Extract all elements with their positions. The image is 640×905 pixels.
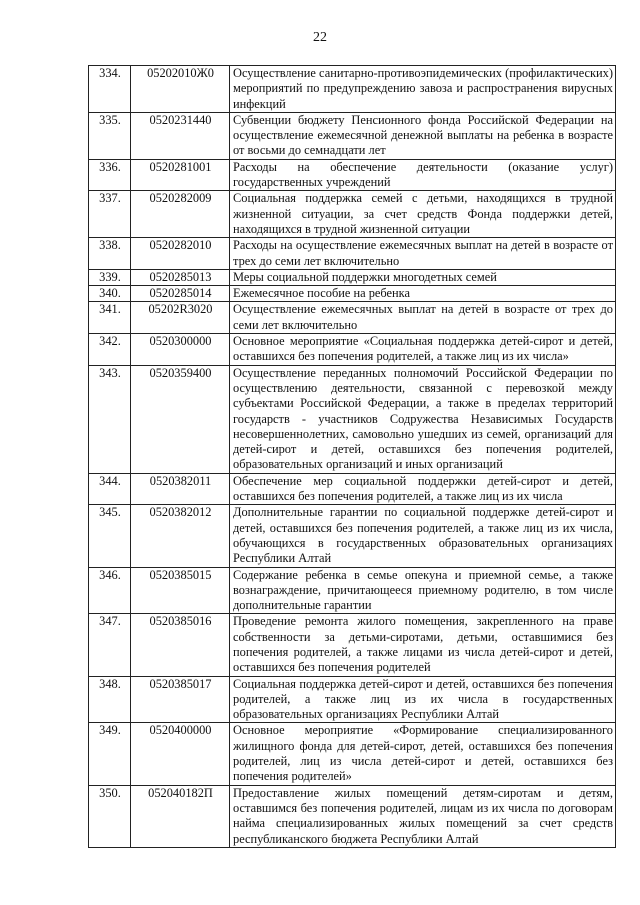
row-number: 350. (89, 785, 131, 847)
row-description: Основное мероприятие «Формирование специализированного жилищного фонда для детей-сирот, детей, оставшихся без попечения родителей, лиц из числа детей-сирот и детей, оставшихся без попечения родителей» (230, 723, 616, 785)
row-number: 344. (89, 473, 131, 505)
row-code: 05202010Ж0 (131, 66, 230, 113)
row-code: 05202R3020 (131, 302, 230, 334)
row-description: Предоставление жилых помещений детям-сиротам и детям, оставшимся без попечения родителей, лицам из их числа по договорам найма специализированных жилых помещений за счет средств республиканского бюджета Республики Алтай (230, 785, 616, 847)
table-row (89, 302, 616, 334)
row-number: 339. (89, 269, 131, 285)
row-description: Ежемесячное пособие на ребенка (230, 286, 616, 302)
row-number: 338. (89, 238, 131, 270)
row-number: 335. (89, 112, 131, 159)
row-code: 0520382012 (131, 505, 230, 567)
row-description: Расходы на обеспечение деятельности (оказание услуг) государственных учреждений (230, 159, 616, 191)
row-description: Расходы на осуществление ежемесячных выплат на детей в возрасте от трех до семи лет включительно (230, 238, 616, 270)
row-code: 0520359400 (131, 365, 230, 473)
table-row (89, 191, 616, 238)
row-number: 347. (89, 614, 131, 676)
row-code: 0520285014 (131, 286, 230, 302)
row-code: 0520281001 (131, 159, 230, 191)
row-code: 0520285013 (131, 269, 230, 285)
table-row (89, 66, 616, 113)
row-number: 349. (89, 723, 131, 785)
table-row (89, 112, 616, 159)
row-number: 342. (89, 334, 131, 366)
row-description: Осуществление санитарно-противоэпидемических (профилактических) мероприятий по предупреждению завоза и распространения вирусных инфекций (230, 66, 616, 113)
table-row (89, 785, 616, 847)
row-description: Осуществление переданных полномочий Российской Федерации по осуществлению деятельности, связанной с перевозкой между субъектами Российской Федерации, а также в пределах территорий государств - участников Содружества Независимых Государств несовершеннолетних, самовольно ушедших из семей, организаций для детей-сирот и детей, оставшихся без попечения родителей, образовательных организаций и иных организаций (230, 365, 616, 473)
table-row (89, 473, 616, 505)
row-description: Основное мероприятие «Социальная поддержка детей-сирот и детей, оставшихся без попечения родителей, а также лиц из их числа» (230, 334, 616, 366)
row-code: 0520231440 (131, 112, 230, 159)
table-row (89, 505, 616, 567)
row-number: 340. (89, 286, 131, 302)
table-row (89, 723, 616, 785)
row-code: 0520282010 (131, 238, 230, 270)
table-row (89, 269, 616, 285)
row-code: 0520385016 (131, 614, 230, 676)
row-code: 0520400000 (131, 723, 230, 785)
row-number: 348. (89, 676, 131, 723)
page-number: 22 (313, 30, 327, 45)
row-description: Обеспечение мер социальной поддержки детей-сирот и детей, оставшихся без попечения родителей, а также лиц из их числа (230, 473, 616, 505)
table-row (89, 238, 616, 270)
row-number: 334. (89, 66, 131, 113)
row-code: 0520382011 (131, 473, 230, 505)
row-number: 337. (89, 191, 131, 238)
row-description: Социальная поддержка детей-сирот и детей, оставшихся без попечения родителей, а также лиц из их числа в государственных образовательных организациях Республики Алтай (230, 676, 616, 723)
row-description: Меры социальной поддержки многодетных семей (230, 269, 616, 285)
row-description: Содержание ребенка в семье опекуна и приемной семье, а также вознаграждение, причитающееся приемному родителю, в том числе дополнительные гарантии (230, 567, 616, 614)
row-code: 0520385017 (131, 676, 230, 723)
row-number: 345. (89, 505, 131, 567)
budget-classification-table (88, 65, 616, 848)
row-code: 0520282009 (131, 191, 230, 238)
table-row (89, 567, 616, 614)
row-number: 343. (89, 365, 131, 473)
row-number: 341. (89, 302, 131, 334)
table-row (89, 159, 616, 191)
row-description: Осуществление ежемесячных выплат на детей в возрасте от трех до семи лет включительно (230, 302, 616, 334)
table-row (89, 286, 616, 302)
table-row (89, 676, 616, 723)
table-row (89, 334, 616, 366)
row-code: 0520385015 (131, 567, 230, 614)
table-body (89, 66, 616, 848)
row-description: Социальная поддержка семей с детьми, находящихся в трудной жизненной ситуации, за счет средств Фонда поддержки детей, находящихся в трудной жизненной ситуации (230, 191, 616, 238)
row-description: Дополнительные гарантии по социальной поддержке детей-сирот и детей, оставшихся без попечения родителей, а также лиц из их числа, обучающихся в государственных образовательных организациях Республики Алтай (230, 505, 616, 567)
row-number: 336. (89, 159, 131, 191)
table-row (89, 614, 616, 676)
row-number: 346. (89, 567, 131, 614)
row-code: 052040182П (131, 785, 230, 847)
row-description: Субвенции бюджету Пенсионного фонда Российской Федерации на осуществление ежемесячной денежной выплаты на ребенка в возрасте от восьми до семнадцати лет (230, 112, 616, 159)
row-description: Проведение ремонта жилого помещения, закрепленного на праве собственности за детьми-сиротами, детьми, оставшимися без попечения родителей, а также лицами из числа детей-сирот и детей, оставшихся без попечения родителей (230, 614, 616, 676)
table-row (89, 365, 616, 473)
row-code: 0520300000 (131, 334, 230, 366)
